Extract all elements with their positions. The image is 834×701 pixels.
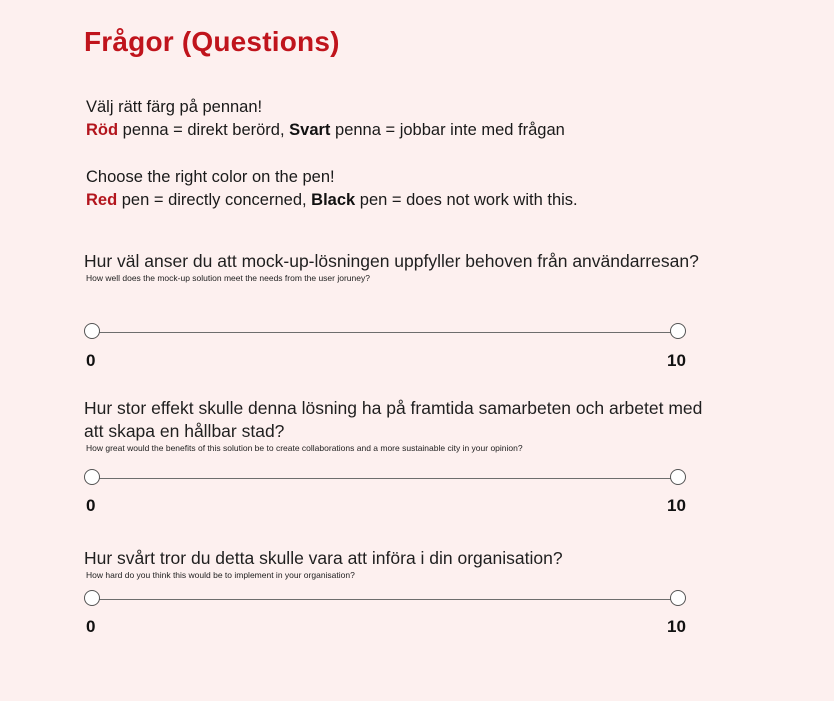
question-2 — [84, 397, 724, 527]
instruction-sv-heading: Välj rätt färg på pennan! — [86, 98, 263, 116]
slider-track[interactable] — [92, 478, 678, 479]
question-3-max-label: 10 — [667, 617, 686, 636]
question-1 — [84, 250, 724, 380]
question-2-text: Hur stor effekt skulle denna lösning ha på framtida samarbeten och arbetet med att skapa en hållbar stad? — [84, 398, 703, 441]
red-pen-desc-en: pen = directly concerned, — [117, 191, 312, 209]
red-pen-label-sv: Röd — [86, 121, 119, 139]
slider-max-handle[interactable] — [670, 469, 686, 485]
question-3 — [84, 547, 724, 647]
question-1-text: Hur väl anser du att mock-up-lösningen uppfyller behoven från användarresan? — [84, 251, 699, 271]
question-2-min-label: 0 — [86, 496, 96, 515]
instruction-en-legend — [86, 189, 726, 212]
slider-min-handle[interactable] — [84, 469, 100, 485]
instruction-sv-legend — [86, 119, 726, 142]
page-title: Frågor (Questions) — [84, 26, 340, 57]
question-3-min-label: 0 — [86, 617, 96, 636]
instruction-en-heading: Choose the right color on the pen! — [86, 168, 335, 186]
slider-track[interactable] — [92, 599, 678, 600]
black-pen-desc-en: pen = does not work with this. — [355, 191, 578, 209]
question-1-max-label: 10 — [667, 351, 686, 370]
question-1-min-label: 0 — [86, 351, 96, 370]
slider-min-handle[interactable] — [84, 323, 100, 339]
red-pen-label-en: Red — [86, 191, 118, 209]
question-2-max-label: 10 — [667, 496, 686, 515]
slider-max-handle[interactable] — [670, 590, 686, 606]
question-2-subtext: How great would the benefits of this solution be to create collaborations and a more sustainable city in your opinion? — [86, 443, 523, 453]
instructions — [86, 96, 726, 212]
slider-track[interactable] — [92, 332, 678, 333]
black-pen-label-en: Black — [311, 191, 356, 209]
black-pen-label-sv: Svart — [289, 121, 331, 139]
question-3-text: Hur svårt tror du detta skulle vara att införa i din organisation? — [84, 548, 563, 568]
question-3-subtext: How hard do you think this would be to implement in your organisation? — [86, 570, 355, 580]
question-3-slider[interactable] — [84, 590, 686, 610]
black-pen-desc-sv: penna = jobbar inte med frågan — [330, 121, 565, 139]
slider-max-handle[interactable] — [670, 323, 686, 339]
question-2-slider[interactable] — [84, 469, 686, 489]
question-1-slider[interactable] — [84, 323, 686, 343]
question-1-subtext: How well does the mock-up solution meet the needs from the user joruney? — [86, 273, 370, 283]
slider-min-handle[interactable] — [84, 590, 100, 606]
red-pen-desc-sv: penna = direkt berörd, — [118, 121, 290, 139]
